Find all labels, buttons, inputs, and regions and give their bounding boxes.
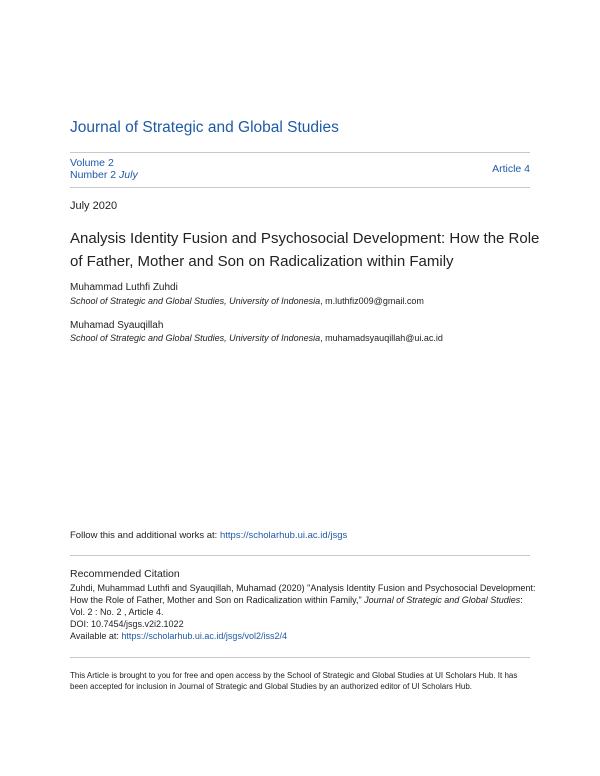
publication-date: July 2020 <box>70 200 118 212</box>
month-label[interactable]: July <box>119 169 138 181</box>
recommended-citation-heading: Recommended Citation <box>70 568 180 580</box>
author-name-2: Muhamad Syauqillah <box>70 320 164 331</box>
paper-title: Analysis Identity Fusion and Psychosocial Development: How the Role of Father, Mother and Son on Radicalization within Family <box>70 230 540 270</box>
divider-follow <box>70 555 530 556</box>
author-email-1: , m.luthfiz009@gmail.com <box>320 296 424 306</box>
issue-info[interactable] <box>70 157 138 181</box>
citation-text: Zuhdi, Muhammad Luthfi and Syauqillah, Muhamad (2020) "Analysis Identity Fusion and Psychosocial Development: How the Role of Father, Mother and Son on Radicalization within Family," <box>70 583 536 605</box>
divider-issue <box>70 187 530 188</box>
author-affiliation-1 <box>70 296 424 306</box>
author-affiliation-2 <box>70 333 443 343</box>
citation-available <box>70 630 540 642</box>
available-link[interactable]: https://scholarhub.ui.ac.id/jsgs/vol2/iss2/4 <box>121 631 287 641</box>
follow-line <box>70 530 347 541</box>
citation-doi: DOI: 10.7454/jsgs.v2i2.1022 <box>70 619 184 629</box>
available-label: Available at: <box>70 631 122 641</box>
author-email-2: , muhamadsyauqillah@ui.ac.id <box>320 333 443 343</box>
volume-label[interactable]: Volume 2 <box>70 157 114 169</box>
journal-title-link[interactable]: Journal of Strategic and Global Studies <box>70 119 339 136</box>
number-line[interactable] <box>70 169 138 181</box>
affiliation-text-2: School of Strategic and Global Studies, University of Indonesia <box>70 333 321 343</box>
follow-text: Follow this and additional works at: <box>70 530 220 541</box>
citation-volume: : Vol. 2 : No. 2 , Article 4. <box>70 595 523 617</box>
affiliation-text-1: School of Strategic and Global Studies, University of Indonesia <box>70 296 321 306</box>
article-number-link[interactable]: Article 4 <box>492 163 530 175</box>
open-access-notice: This Article is brought to you for free and open access by the School of Strategic and Global Studies at UI Scholars Hub. It has been accepted for inclusion in Journal of Strategic and Global Studies by an authorized editor of UI Scholars Hub. <box>70 671 518 691</box>
author-name-1: Muhammad Luthfi Zuhdi <box>70 282 178 293</box>
citation-journal: Journal of Strategic and Global Studies <box>364 595 521 605</box>
divider-citation <box>70 657 530 658</box>
divider-top <box>70 152 530 153</box>
citation-block <box>70 582 540 642</box>
follow-link[interactable]: https://scholarhub.ui.ac.id/jsgs <box>219 530 348 541</box>
number-label[interactable]: Number 2 <box>70 169 117 181</box>
